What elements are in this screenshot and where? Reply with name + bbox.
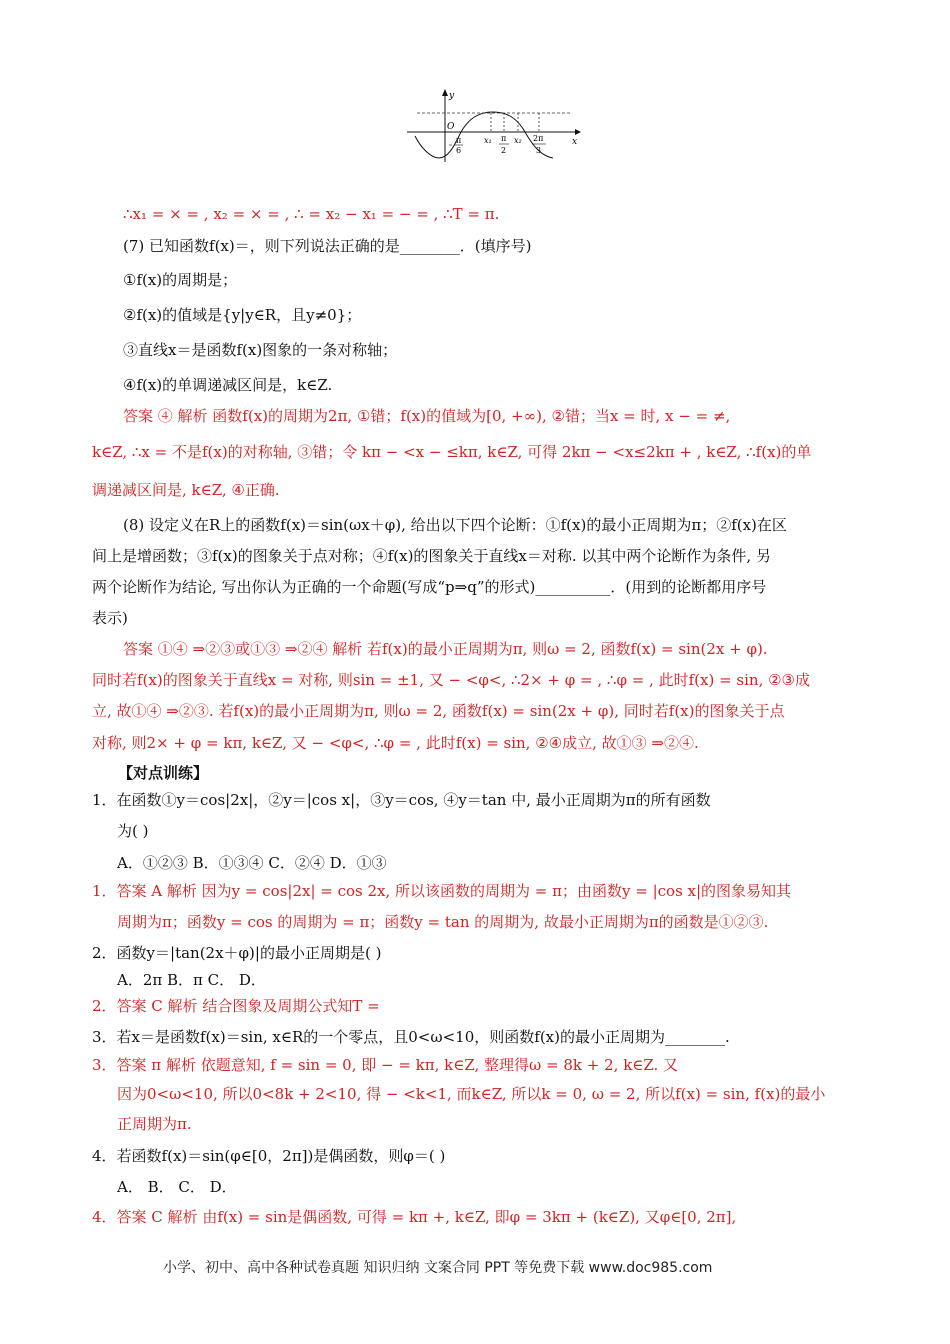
q7-option-1: ①f(x)的周期是； [123,271,238,289]
q8-answer-line-1: 答案 ①④ ⇒②③或①③ ⇒②④ 解析 若f(x)的最小正周期为π, 则ω = 2, 函数f(x) = sin(2x + φ). [123,640,768,658]
question-8-line-3: 两个论断作为结论, 写出你认为正确的一个命题(写成“p⇒q”的形式)__________．(用到的论断都用序号 [92,578,767,596]
q7-answer-line-1: 答案 ④ 解析 函数f(x)的周期为2π, ①错；f(x)的值域为[0, +∞), ②错；当x = 时, x − = ≠, [123,407,731,425]
problem-1-choices: A．①②③ B．①③④ C．②④ D．①③ [117,854,387,872]
q8-answer-line-4: 对称, 则2× + φ = kπ, k∈Z, 又 − <φ<, ∴φ = , 此时f(x) = sin, ②④成立, 故①③ ⇒②④. [92,734,699,752]
problem-4-choices: A． B． C． D． [117,1178,237,1196]
pi-label: π [501,134,507,143]
q8-answer-line-2: 同时若f(x)的图象关于直线x = 对称, 则sin = ±1, 又 − <φ<, ∴2× + φ = , ∴φ = , 此时f(x) = sin, ②③成 [92,671,811,689]
y-axis-label: y [449,91,455,101]
problem-3: 3．若x＝是函数f(x)＝sin, x∈R的一个零点，且0<ω<10，则函数f(x)的最小正周期为________. [92,1028,730,1046]
x-axis-label: x [572,137,578,147]
x-axis-arrow [575,129,581,135]
sine-graph-figure [405,88,583,164]
x2-label: x₂ [514,136,522,145]
problem-2: 2．函数y＝|tan(2x＋φ)|的最小正周期是( ) [92,944,382,962]
2pi-label: 2π [533,134,544,143]
x-values-line: ∴x₁ = × = , x₂ = × = , ∴ = x₂ − x₁ = − = , ∴T = π. [123,205,500,223]
x1-label: x₁ [484,136,492,145]
question-8-line-2: 间上是增函数；③f(x)的图象关于点对称；④f(x)的图象关于直线x＝对称. 以其中两个论断作为条件, 另 [92,547,771,565]
question-8-line-4: 表示) [92,609,128,627]
question-8-line-1: (8) 设定义在R上的函数f(x)＝sin(ωx＋φ), 给出以下四个论断：①f(x)的最小正周期为π；②f(x)在区 [123,516,787,534]
q7-option-4: ④f(x)的单调递减区间是，k∈Z. [123,376,333,394]
problem-3-answer-3: 正周期为π. [117,1115,192,1133]
neg-pi-label: π [456,136,462,145]
q7-option-3: ③直线x＝是函数f(x)图象的一条对称轴； [123,341,398,359]
two-label: 2 [501,146,507,155]
problem-1-line-2: 为( ) [117,822,149,840]
three-label: 3 [536,146,542,155]
problem-1-answer-1: 1．答案 A 解析 因为y = cos|2x| = cos 2x, 所以该函数的周期为 = π；由函数y = |cos x|的图象易知其 [92,882,792,900]
question-7: (7) 已知函数f(x)＝，则下列说法正确的是________．(填序号) [123,237,532,255]
page-footer: 小学、初中、高中各种试卷真题 知识归纳 文案合同 PPT 等免费下载 www.doc985.com [163,1260,713,1276]
q8-answer-line-3: 立, 故①④ ⇒②③. 若f(x)的最小正周期为π, 则ω = 2, 函数f(x) = sin(2x + φ), 同时若f(x)的图象关于点 [92,702,785,720]
problem-1-answer-2: 周期为π；函数y = cos 的周期为 = π；函数y = tan 的周期为, 故最小正周期为π的函数是①②③. [117,913,769,931]
origin-label: O [447,122,455,132]
q7-answer-line-2: k∈Z, ∴x = 不是f(x)的对称轴, ③错；令 kπ − <x − ≤kπ, k∈Z, 可得 2kπ − <x≤2kπ + , k∈Z, ∴f(x)的单 [92,443,812,461]
q7-answer-line-3: 调递减区间是, k∈Z, ④正确. [92,481,280,499]
problem-3-answer-2: 因为0<ω<10, 所以0<8k + 2<10, 得 − <k<1, 而k∈Z, 所以k = 0, ω = 2, 所以f(x) = sin, f(x)的最小 [117,1085,826,1103]
section-heading: 【对点训练】 [118,764,209,782]
problem-3-answer-1: 3．答案 π 解析 依题意知, f = sin = 0, 即 − = kπ, k∈Z, 整理得ω = 8k + 2, k∈Z. 又 [92,1056,679,1074]
q7-option-2: ②f(x)的值域是{y|y∈R，且y≠0}； [123,306,362,324]
y-axis-arrow [442,89,448,96]
problem-4-answer: 4．答案 C 解析 由f(x) = sin是偶函数, 可得 = kπ +, k∈Z, 即φ = 3kπ + (k∈Z), 又φ∈[0, 2π], [92,1208,737,1226]
neg-6-label: 6 [456,146,462,155]
problem-2-choices: A．2π B．π C． D． [117,971,266,989]
problem-4: 4．若函数f(x)＝sin(φ∈[0，2π])是偶函数，则φ＝( ) [92,1147,446,1165]
problem-1-line-1: 1．在函数①y＝cos|2x|，②y＝|cos x|，③y＝cos, ④y＝tan 中, 最小正周期为π的所有函数 [92,791,711,809]
problem-2-answer: 2．答案 C 解析 结合图象及周期公式知T = [92,997,380,1015]
